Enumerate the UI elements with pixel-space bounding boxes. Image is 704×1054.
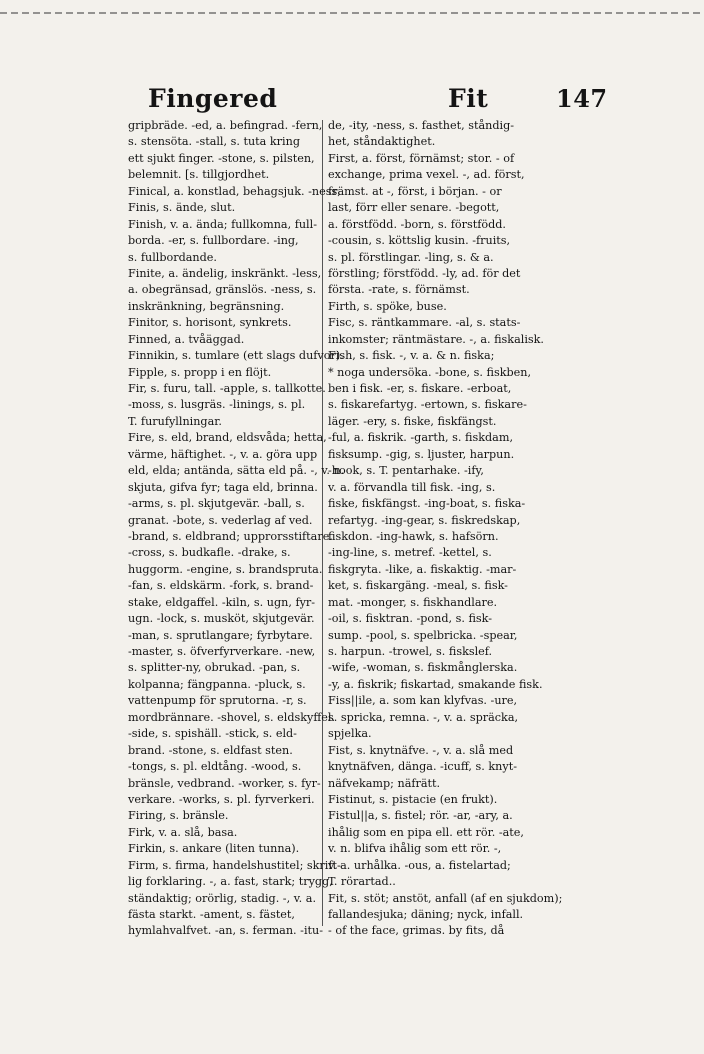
- dictionary-line: de, -ity, -ness, s. fasthet, ståndig-: [328, 119, 515, 132]
- dictionary-line: borda. -er, s. fullbordare. -ing,: [128, 234, 299, 248]
- dictionary-line: Fish, s. fisk. -, v. a. & n. fiska;: [328, 349, 495, 363]
- dictionary-line: -arms, s. pl. skjutgevär. -ball, s.: [128, 497, 305, 511]
- dictionary-line: Finitor, s. horisont, synkrets.: [128, 316, 292, 330]
- dictionary-line: * noga undersöka. -bone, s. fiskben,: [328, 365, 532, 379]
- dictionary-line: Fipple, s. propp i en flöjt.: [128, 365, 272, 379]
- dictionary-line: T. rörartad..: [328, 875, 396, 889]
- dictionary-line: -moss, s. lusgräs. -linings, s. pl.: [128, 398, 306, 412]
- dictionary-line: sump. -pool, s. spelbricka. -spear,: [328, 628, 518, 642]
- dictionary-line: T. furufyllningar.: [128, 414, 222, 428]
- dictionary-line: kolpanna; fängpanna. -pluck, s.: [128, 677, 306, 691]
- dictionary-line: -man, s. sprutlangare; fyrbytare.: [128, 628, 313, 642]
- dictionary-line: Finish, v. a. ända; fullkomna, full-: [128, 217, 317, 231]
- dictionary-line: refartyg. -ing-gear, s. fiskredskap,: [328, 513, 521, 527]
- dictionary-line: Firth, s. spöke, buse.: [328, 299, 447, 313]
- dictionary-line: förstling; förstfödd. -ly, ad. för det: [328, 266, 521, 280]
- dictionary-line: Fistul||a, s. fistel; rör. -ar, -ary, a.: [328, 809, 513, 823]
- dictionary-line: fiskdon. -ing-hawk, s. hafsörn.: [328, 529, 499, 543]
- dictionary-line: eld, elda; antända, sätta eld på. -, v. n.: [128, 464, 345, 478]
- dictionary-line: -ing-line, s. metref. -kettel, s.: [328, 546, 492, 560]
- dictionary-line: -cousin, s. köttslig kusin. -fruits,: [328, 234, 511, 248]
- dictionary-line: Finnikin, s. tumlare (ett slags dufvor).: [128, 349, 344, 363]
- dictionary-line: belemnit. [s. tillgjordhet.: [128, 168, 270, 182]
- dictionary-line: värme, häftighet. -, v. a. göra upp: [128, 447, 318, 461]
- dictionary-line: - of the face, grimas. by fits, då: [328, 924, 505, 938]
- dictionary-line: -wife, -woman, s. fiskmånglerska.: [328, 661, 518, 675]
- dictionary-line: Firm, s. firma, handelshustitel; skrift-: [128, 858, 341, 872]
- dictionary-line: -master, s. öfverfyrverkare. -new,: [128, 645, 316, 658]
- dictionary-line: Firkin, s. ankare (liten tunna).: [128, 842, 300, 856]
- dictionary-line: mat. -monger, s. fiskhandlare.: [328, 595, 498, 609]
- dictionary-line: vattenpump för sprutorna. -r, s.: [128, 694, 307, 708]
- top-edge-rule: [0, 12, 704, 14]
- dictionary-line: inkomster; räntmästare. -, a. fiskalisk.: [328, 332, 544, 346]
- dictionary-line: fiske, fiskfängst. -ing-boat, s. fiska-: [328, 497, 526, 511]
- dictionary-line: s. stensöta. -stall, s. tuta kring: [128, 135, 300, 149]
- dictionary-line: huggorm. -engine, s. brandspruta.: [128, 562, 323, 576]
- dictionary-line: Finical, a. konstlad, behagsjuk. -ness,: [128, 184, 341, 198]
- dictionary-line: v. a. förvandla till fisk. -ing, s.: [328, 480, 496, 494]
- dictionary-line: -ful, a. fiskrik. -garth, s. fiskdam,: [328, 431, 514, 445]
- dictionary-line: första. -rate, s. förnämst.: [328, 283, 470, 297]
- dictionary-line: näfvekamp; näfrätt.: [328, 776, 441, 790]
- dictionary-line: spjelka.: [328, 727, 372, 741]
- dictionary-line: last, förr eller senare. -begott,: [328, 201, 500, 215]
- dictionary-line: -fan, s. eldskärm. -fork, s. brand-: [128, 579, 314, 593]
- dictionary-line: -side, s. spishäll. -stick, s. eld-: [128, 727, 297, 741]
- dictionary-line: het, ståndaktighet.: [328, 135, 436, 149]
- dictionary-line: -tongs, s. pl. eldtång. -wood, s.: [128, 760, 302, 774]
- dictionary-line: s. fullbordande.: [128, 250, 217, 264]
- dictionary-line: granat. -bote, s. vederlag af ved.: [128, 513, 313, 527]
- dictionary-line: v. n. blifva ihålig som ett rör. -,: [328, 842, 502, 856]
- dictionary-line: fiskgryta. -like, a. fiskaktig. -mar-: [328, 562, 517, 576]
- dictionary-line: Finned, a. tvåäggad.: [128, 332, 245, 346]
- dictionary-line: ihålig som en pipa ell. ett rör. -ate,: [328, 825, 524, 839]
- dictionary-line: Fir, s. furu, tall. -apple, s. tallkotte.: [128, 382, 326, 395]
- dictionary-line: skjuta, gifva fyr; taga eld, brinna.: [128, 480, 318, 494]
- dictionary-line: bränsle, vedbrand. -worker, s. fyr-: [128, 776, 321, 790]
- dictionary-line: brand. -stone, s. eldfast sten.: [128, 743, 293, 757]
- dictionary-line: s. splitter-ny, obrukad. -pan, s.: [128, 661, 301, 675]
- dictionary-line: s. fiskarefartyg. -ertown, s. fiskare-: [328, 398, 527, 412]
- dictionary-line: -oil, s. fisktran. -pond, s. fisk-: [328, 612, 493, 626]
- page-number: 147: [556, 84, 608, 113]
- dictionary-line: -cross, s. budkafle. -drake, s.: [128, 546, 291, 560]
- dictionary-line: verkare. -works, s. pl. fyrverkeri.: [128, 792, 315, 806]
- dictionary-line: First, a. först, förnämst; stor. - of: [328, 151, 515, 165]
- dictionary-line: ugn. -lock, s. musköt, skjutgevär.: [128, 612, 315, 626]
- dictionary-line: knytnäfven, dänga. -icuff, s. knyt-: [328, 760, 517, 774]
- dictionary-line: s. harpun. -trowel, s. fiskslef.: [328, 645, 493, 658]
- header-left-guide-word: Fingered: [148, 84, 278, 113]
- dictionary-line: Fisc, s. räntkammare. -al, s. stats-: [328, 316, 521, 330]
- dictionary-line: fallandesjuka; däning; nyck, infall.: [328, 908, 524, 921]
- dictionary-line: Finis, s. ände, slut.: [128, 201, 236, 215]
- dictionary-line: ben i fisk. -er, s. fiskare. -erboat,: [328, 382, 512, 395]
- dictionary-line: Fit, s. stöt; anstöt, anfall (af en sjukdom);: [328, 891, 563, 905]
- left-column: [128, 118, 345, 940]
- dictionary-line: v. a. urhålka. -ous, a. fistelartad;: [328, 858, 511, 872]
- dictionary-line: -brand, s. eldbrand; upprorsstiftare.: [128, 529, 333, 543]
- dictionary-line: Fistinut, s. pistacie (en frukt).: [328, 792, 498, 806]
- dictionary-line: s. pl. förstlingar. -ling, s. & a.: [328, 250, 494, 264]
- dictionary-line: mordbrännare. -shovel, s. eldskyffel.: [128, 710, 336, 724]
- dictionary-line: -hook, s. T. pentarhake. -ify,: [328, 464, 484, 478]
- right-column: [326, 118, 580, 940]
- dictionary-line: Fist, s. knytnäfve. -, v. a. slå med: [328, 743, 514, 757]
- dictionary-line: s. spricka, remna. -, v. a. spräcka,: [328, 710, 519, 724]
- dictionary-line: hymlahvalfvet. -an, s. ferman. -itu-: [128, 924, 324, 938]
- dictionary-line: ständaktig; orörlig, stadig. -, v. a.: [128, 891, 317, 905]
- dictionary-line: a. obegränsad, gränslös. -ness, s.: [128, 283, 317, 297]
- dictionary-line: a. förstfödd. -born, s. förstfödd.: [328, 217, 506, 231]
- dictionary-line: gripbräde. -ed, a. befingrad. -fern,: [128, 119, 323, 132]
- dictionary-line: ett sjukt finger. -stone, s. pilsten,: [128, 151, 315, 165]
- dictionary-line: Fire, s. eld, brand, eldsvåda; hetta,: [128, 431, 327, 445]
- dictionary-line: Firk, v. a. slå, basa.: [128, 825, 238, 839]
- dictionary-line: Fiss||ile, a. som kan klyfvas. -ure,: [328, 694, 518, 708]
- header-right-guide-word: Fit: [448, 84, 489, 113]
- dictionary-line: inskränkning, begränsning.: [128, 299, 285, 313]
- dictionary-line: lig forklaring. -, a. fast, stark; trygg,: [128, 875, 333, 889]
- dictionary-line: stake, eldgaffel. -kiln, s. ugn, fyr-: [128, 595, 316, 609]
- dictionary-line: fästa starkt. -ament, s. fästet,: [128, 908, 295, 921]
- dictionary-line: ket, s. fiskargäng. -meal, s. fisk-: [328, 579, 508, 593]
- dictionary-line: Finite, a. ändelig, inskränkt. -less,: [128, 266, 322, 280]
- dictionary-line: -y, a. fiskrik; fiskartad, smakande fisk.: [328, 677, 543, 691]
- dictionary-line: främst. at -, först, i början. - or: [328, 184, 502, 198]
- dictionary-line: fisksump. -gig, s. ljuster, harpun.: [328, 447, 515, 461]
- dictionary-line: läger. -ery, s. fiske, fiskfängst.: [328, 414, 497, 428]
- dictionary-line: Firing, s. bränsle.: [128, 809, 229, 823]
- dictionary-line: exchange, prima vexel. -, ad. först,: [328, 168, 525, 182]
